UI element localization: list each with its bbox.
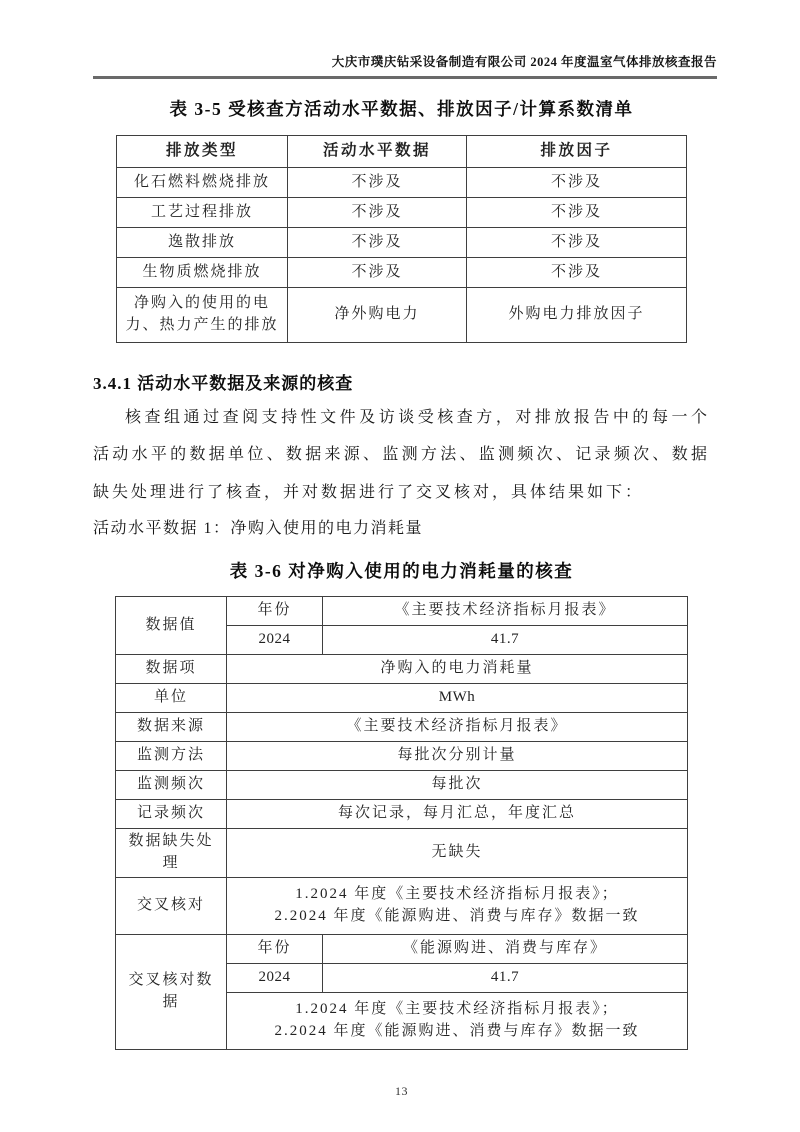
activity-data-line: 活动水平数据 1：净购入使用的电力消耗量	[93, 520, 424, 538]
table-cell: 每批次	[227, 771, 688, 800]
table-row	[116, 742, 688, 771]
column-header-emission-factor: 排放因子	[467, 136, 687, 168]
row-label-cross-check-data: 交叉核对数据	[116, 934, 227, 1049]
table-cell: 年份	[227, 934, 323, 963]
table-row	[116, 800, 688, 829]
cross-check-data-line-2: 2.2024 年度《能源购进、消费与库存》数据一致	[274, 1022, 640, 1039]
table-row	[117, 168, 687, 198]
table-cell: 工艺过程排放	[117, 198, 288, 228]
table-cell: 无缺失	[227, 829, 688, 878]
table-row	[116, 934, 688, 963]
table-3-5	[116, 135, 687, 343]
table-cell: 外购电力排放因子	[467, 288, 687, 343]
cross-check-data-line-1: 1.2024 年度《主要技术经济指标月报表》；	[295, 1000, 619, 1017]
table-cell: 不涉及	[288, 198, 467, 228]
table-row	[116, 597, 688, 626]
row-label-cross-check: 交叉核对	[116, 877, 227, 934]
table-row	[117, 288, 687, 343]
table-cell: 不涉及	[288, 228, 467, 258]
table-cell: 不涉及	[467, 228, 687, 258]
table-cell	[227, 992, 688, 1049]
table-cell: 逸散排放	[117, 228, 288, 258]
table-cell: 每批次分别计量	[227, 742, 688, 771]
row-label-data-item: 数据项	[116, 655, 227, 684]
row-label-data-value: 数据值	[116, 597, 227, 655]
table36-caption: 表 3-6 对净购入使用的电力消耗量的核查	[229, 561, 574, 582]
row-label-unit: 单位	[116, 684, 227, 713]
table-row	[116, 877, 688, 934]
running-header: 大庆市璞庆钻采设备制造有限公司 2024 年度温室气体排放核查报告	[93, 52, 717, 79]
table35-caption: 表 3-5 受核查方活动水平数据、排放因子/计算系数清单	[169, 99, 634, 119]
table-row	[116, 684, 688, 713]
table-3-6	[115, 596, 688, 1050]
table-cell: 不涉及	[288, 258, 467, 288]
table-cell: 不涉及	[467, 198, 687, 228]
table-header-row	[117, 136, 687, 168]
table-row	[116, 771, 688, 800]
cross-check-line-1: 1.2024 年度《主要技术经济指标月报表》；	[295, 885, 619, 902]
row-label-record-freq: 记录频次	[116, 800, 227, 829]
table-row	[117, 198, 687, 228]
table-cell: 生物质燃烧排放	[117, 258, 288, 288]
row-label-data-source: 数据来源	[116, 713, 227, 742]
column-header-emission-type: 排放类型	[117, 136, 288, 168]
table-cell-value: 41.7	[323, 626, 688, 655]
table-row	[117, 258, 687, 288]
table-cell: 净购入的电力消耗量	[227, 655, 688, 684]
page-number: 13	[395, 1083, 408, 1098]
body-paragraph: 核查组通过查阅支持性文件及访谈受核查方，对排放报告中的每一个活动水平的数据单位、数据来源、监测方法、监测频次、记录频次、数据缺失处理进行了核查，并对数据进行了交叉核对，具体结果如下：	[93, 409, 710, 501]
table-row	[116, 655, 688, 684]
table-cell: 《能源购进、消费与库存》	[323, 934, 688, 963]
table-cell-year: 2024	[227, 963, 323, 992]
table-cell: 不涉及	[467, 258, 687, 288]
table-cell-value: 41.7	[323, 963, 688, 992]
section-heading-3-4-1: 3.4.1 活动水平数据及来源的核查	[93, 374, 354, 393]
table-cell: 每次记录，每月汇总，年度汇总	[227, 800, 688, 829]
table-cell: 《主要技术经济指标月报表》	[227, 713, 688, 742]
table-row	[117, 228, 687, 258]
table-cell: 净外购电力	[288, 288, 467, 343]
cross-check-line-2: 2.2024 年度《能源购进、消费与库存》数据一致	[274, 907, 640, 924]
table-cell: 《主要技术经济指标月报表》	[323, 597, 688, 626]
table-row	[116, 713, 688, 742]
table-cell: 不涉及	[467, 168, 687, 198]
row-label-monitor-freq: 监测频次	[116, 771, 227, 800]
row-label-missing-data: 数据缺失处理	[116, 829, 227, 878]
table-cell: 净购入的使用的电力、热力产生的排放	[117, 288, 288, 343]
table-cell	[227, 877, 688, 934]
table-cell-year: 2024	[227, 626, 323, 655]
table-cell: MWh	[227, 684, 688, 713]
table-row	[116, 829, 688, 878]
column-header-activity-data: 活动水平数据	[288, 136, 467, 168]
table-cell: 化石燃料燃烧排放	[117, 168, 288, 198]
table-cell: 年份	[227, 597, 323, 626]
table-cell: 不涉及	[288, 168, 467, 198]
row-label-monitor-method: 监测方法	[116, 742, 227, 771]
